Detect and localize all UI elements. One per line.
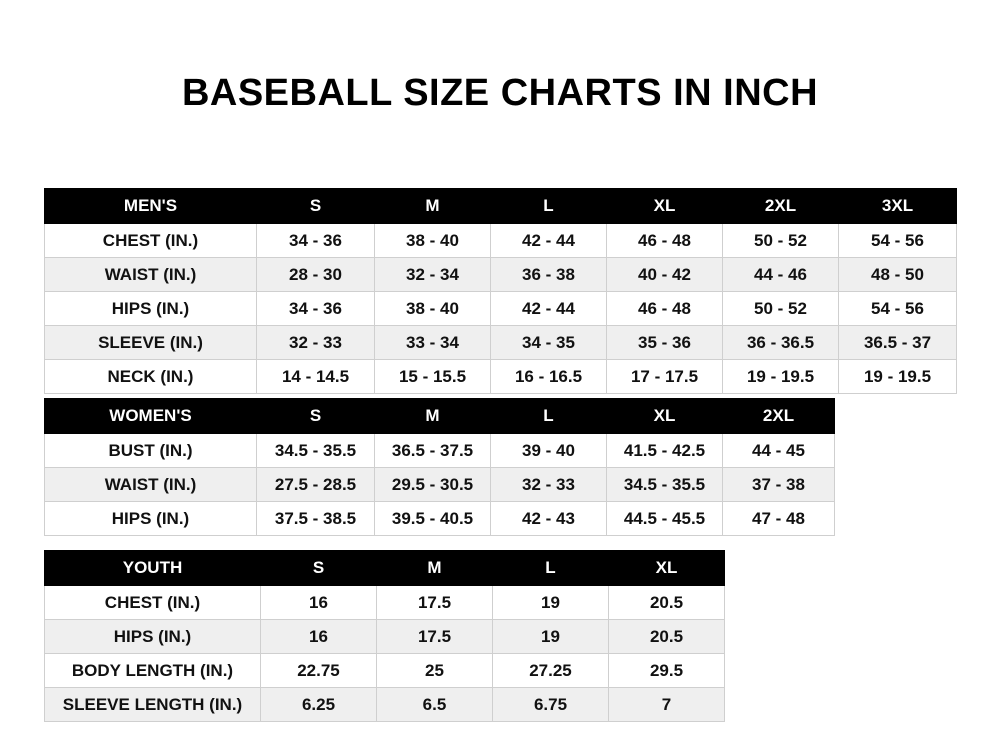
table-cell: 36 - 38 [491,258,607,292]
table-cell: 42 - 44 [491,292,607,326]
table-cell: 34 - 35 [491,326,607,360]
column-header: L [491,399,607,434]
row-label: NECK (IN.) [45,360,257,394]
row-label: HIPS (IN.) [45,292,257,326]
table-cell: 36.5 - 37.5 [375,434,491,468]
table-row [45,224,957,258]
table-cell: 38 - 40 [375,292,491,326]
mens-size-table [44,188,957,394]
table-cell: 33 - 34 [375,326,491,360]
table-row [45,586,725,620]
table-cell: 34.5 - 35.5 [257,434,375,468]
table-cell: 17.5 [377,586,493,620]
row-label: WAIST (IN.) [45,258,257,292]
row-label: SLEEVE LENGTH (IN.) [45,688,261,722]
table-cell: 16 - 16.5 [491,360,607,394]
table-cell: 34 - 36 [257,292,375,326]
table-row [45,468,835,502]
table-cell: 17.5 [377,620,493,654]
table-row [45,620,725,654]
table-cell: 54 - 56 [839,292,957,326]
table-cell: 27.5 - 28.5 [257,468,375,502]
column-header: S [261,551,377,586]
table-row [45,292,957,326]
table-cell: 19 - 19.5 [839,360,957,394]
table-cell: 28 - 30 [257,258,375,292]
column-header: 2XL [723,399,835,434]
table-cell: 32 - 33 [491,468,607,502]
table-cell: 34 - 36 [257,224,375,258]
table-row [45,258,957,292]
table-cell: 15 - 15.5 [375,360,491,394]
table-cell: 35 - 36 [607,326,723,360]
column-header: S [257,189,375,224]
table-cell: 37.5 - 38.5 [257,502,375,536]
table-cell: 41.5 - 42.5 [607,434,723,468]
table-cell: 42 - 43 [491,502,607,536]
column-header: 3XL [839,189,957,224]
table-cell: 44.5 - 45.5 [607,502,723,536]
column-header: L [493,551,609,586]
table-cell: 22.75 [261,654,377,688]
column-header: L [491,189,607,224]
table-row [45,502,835,536]
table-cell: 46 - 48 [607,224,723,258]
table-cell: 27.25 [493,654,609,688]
table-cell: 32 - 33 [257,326,375,360]
table-cell: 54 - 56 [839,224,957,258]
table-cell: 40 - 42 [607,258,723,292]
column-header: S [257,399,375,434]
table-cell: 50 - 52 [723,224,839,258]
table-cell: 37 - 38 [723,468,835,502]
table-cell: 6.25 [261,688,377,722]
table-cell: 44 - 45 [723,434,835,468]
table-cell: 6.75 [493,688,609,722]
table-cell: 48 - 50 [839,258,957,292]
table-cell: 42 - 44 [491,224,607,258]
table-cell: 16 [261,620,377,654]
table-cell: 20.5 [609,586,725,620]
column-header: M [375,189,491,224]
row-label: CHEST (IN.) [45,224,257,258]
column-header: M [377,551,493,586]
table-cell: 7 [609,688,725,722]
table-cell: 20.5 [609,620,725,654]
row-label: HIPS (IN.) [45,620,261,654]
table-row [45,360,957,394]
table-cell: 46 - 48 [607,292,723,326]
youth-size-table [44,550,725,722]
row-label: BODY LENGTH (IN.) [45,654,261,688]
table-cell: 44 - 46 [723,258,839,292]
table-cell: 17 - 17.5 [607,360,723,394]
page-title: BASEBALL SIZE CHARTS IN INCH [181,72,819,114]
column-header: M [375,399,491,434]
table-header-row [45,399,835,434]
table-header-row [45,189,957,224]
row-label: BUST (IN.) [45,434,257,468]
row-label: CHEST (IN.) [45,586,261,620]
table-cell: 39 - 40 [491,434,607,468]
column-header: 2XL [723,189,839,224]
table-cell: 39.5 - 40.5 [375,502,491,536]
table-cell: 29.5 - 30.5 [375,468,491,502]
table-cell: 14 - 14.5 [257,360,375,394]
column-header: XL [607,189,723,224]
table-cell: 38 - 40 [375,224,491,258]
row-label: HIPS (IN.) [45,502,257,536]
row-label: SLEEVE (IN.) [45,326,257,360]
table-cell: 47 - 48 [723,502,835,536]
table-cell: 34.5 - 35.5 [607,468,723,502]
table-cell: 19 [493,586,609,620]
column-header: MEN'S [45,189,257,224]
table-cell: 36.5 - 37 [839,326,957,360]
table-cell: 19 [493,620,609,654]
table-cell: 32 - 34 [375,258,491,292]
table-row [45,326,957,360]
column-header: YOUTH [45,551,261,586]
row-label: WAIST (IN.) [45,468,257,502]
table-cell: 25 [377,654,493,688]
table-header-row [45,551,725,586]
table-cell: 29.5 [609,654,725,688]
column-header: WOMEN'S [45,399,257,434]
table-cell: 16 [261,586,377,620]
table-row [45,688,725,722]
table-cell: 36 - 36.5 [723,326,839,360]
table-cell: 50 - 52 [723,292,839,326]
column-header: XL [609,551,725,586]
table-row [45,654,725,688]
table-row [45,434,835,468]
table-cell: 6.5 [377,688,493,722]
womens-size-table [44,398,835,536]
column-header: XL [607,399,723,434]
table-cell: 19 - 19.5 [723,360,839,394]
